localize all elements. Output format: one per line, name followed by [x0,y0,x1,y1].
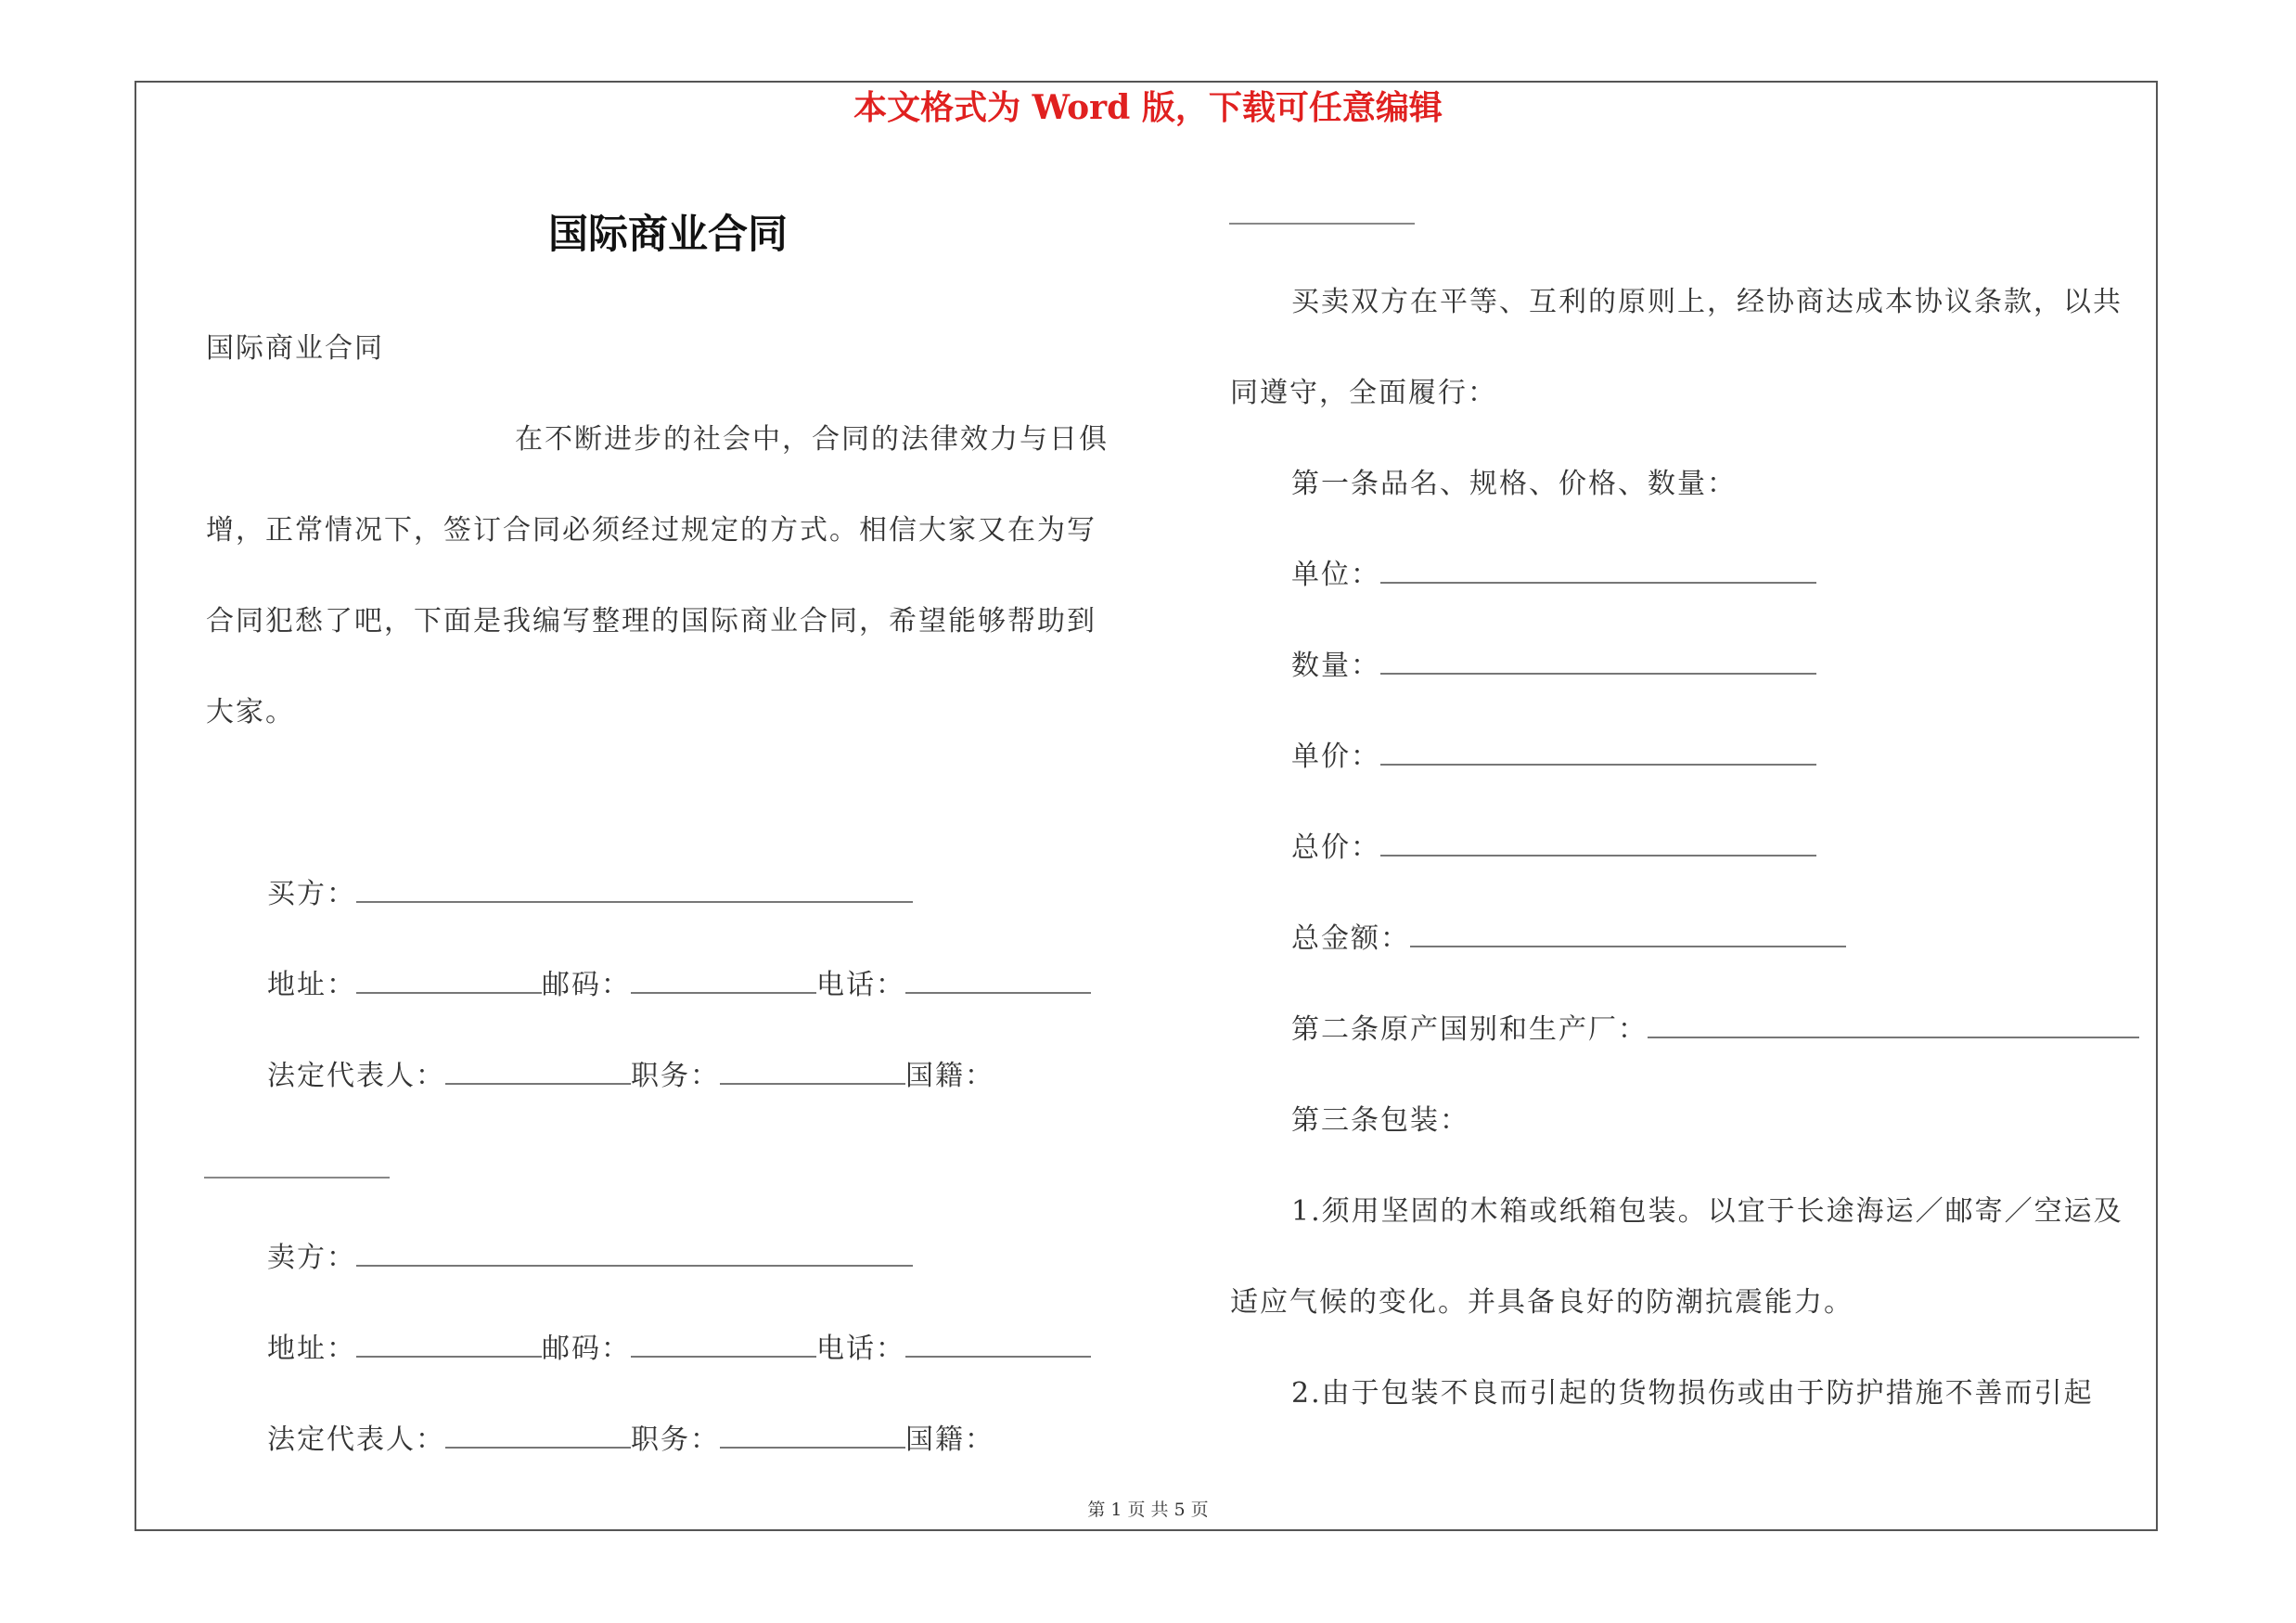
seller-rep-row [267,1422,994,1459]
article-1: 第一条品名、规格、价格、数量： [1291,468,1737,500]
phone-blank[interactable] [905,968,1091,994]
seller-address-row [267,1331,1091,1368]
preamble-line-1: 买卖双方在平等、互利的原则上，经协商达成本协议条款，以共 [1291,286,2123,318]
nationality-label: 国籍： [905,1060,994,1092]
intro-line-1: 在不断进步的社会中，合同的法律效力与日俱 [515,423,1109,456]
seller-label: 卖方： [267,1242,356,1274]
buyer-label: 买方： [267,878,356,910]
position-label: 职务： [631,1423,720,1456]
article-3: 第三条包装： [1291,1104,1469,1137]
total-price-blank[interactable] [1380,831,1816,857]
unit-price-blank[interactable] [1380,740,1816,766]
address-blank[interactable] [356,968,542,994]
unit-price-row [1291,739,1816,776]
article-2-row [1291,1011,2139,1049]
unit-label: 单位： [1291,559,1380,591]
buyer-rep-row [267,1058,994,1095]
position-blank[interactable] [720,1423,905,1449]
legal-rep-label: 法定代表人： [267,1060,445,1092]
page-footer: 第 1 页 共 5 页 [1087,1500,1209,1520]
address-label: 地址： [267,1333,356,1365]
postcode-label: 邮码： [542,1333,631,1365]
buyer-blank[interactable] [356,877,913,903]
item-2-line-1: 2.由于包装不良而引起的货物损伤或由于防护措施不善而引起 [1291,1377,2094,1410]
phone-blank[interactable] [905,1332,1091,1358]
article-2: 第二条原产国别和生产厂： [1291,1013,1648,1046]
legal-rep-blank[interactable] [445,1423,631,1449]
total-amount-label: 总金额： [1291,922,1410,955]
format-banner: 本文格式为 Word 版，下载可任意编辑 [853,88,1443,127]
item-1-line-1: 1.须用坚固的木箱或纸箱包装。以宜于长途海运／邮寄／空运及 [1291,1195,2123,1228]
buyer-row [267,876,913,913]
quantity-row [1291,648,1816,685]
intro-line-2: 增，正常情况下，签订合同必须经过规定的方式。相信大家又在为写 [206,514,1097,547]
total-price-label: 总价： [1291,831,1380,864]
legal-rep-label: 法定代表人： [267,1423,445,1456]
position-label: 职务： [631,1060,720,1092]
position-blank[interactable] [720,1059,905,1085]
address-blank[interactable] [356,1332,542,1358]
address-label: 地址： [267,969,356,1001]
document-title: 国际商业合同 [548,212,788,258]
postcode-blank[interactable] [631,1332,816,1358]
legal-rep-blank[interactable] [445,1059,631,1085]
nationality-label: 国籍： [905,1423,994,1456]
phone-label: 电话： [816,1333,905,1365]
unit-blank[interactable] [1380,558,1816,584]
intro-line-3: 合同犯愁了吧，下面是我编写整理的国际商业合同，希望能够帮助到 [206,605,1097,638]
seller-row [267,1240,913,1277]
origin-blank[interactable] [1648,1012,2139,1038]
item-1-line-2: 适应气候的变化。并具备良好的防潮抗震能力。 [1230,1286,1853,1319]
nationality-blank[interactable] [204,1177,390,1179]
postcode-blank[interactable] [631,968,816,994]
top-rule [1229,223,1415,225]
subtitle: 国际商业合同 [206,332,384,365]
intro-line-4: 大家。 [206,696,295,728]
quantity-blank[interactable] [1380,649,1816,675]
total-price-row [1291,830,1816,867]
seller-blank[interactable] [356,1241,913,1267]
quantity-label: 数量： [1291,650,1380,682]
unit-row [1291,557,1816,594]
total-amount-blank[interactable] [1410,921,1846,947]
postcode-label: 邮码： [542,969,631,1001]
preamble-line-2: 同遵守，全面履行： [1230,377,1497,409]
phone-label: 电话： [816,969,905,1001]
unit-price-label: 单价： [1291,741,1380,773]
buyer-address-row [267,967,1091,1004]
total-amount-row [1291,921,1846,958]
